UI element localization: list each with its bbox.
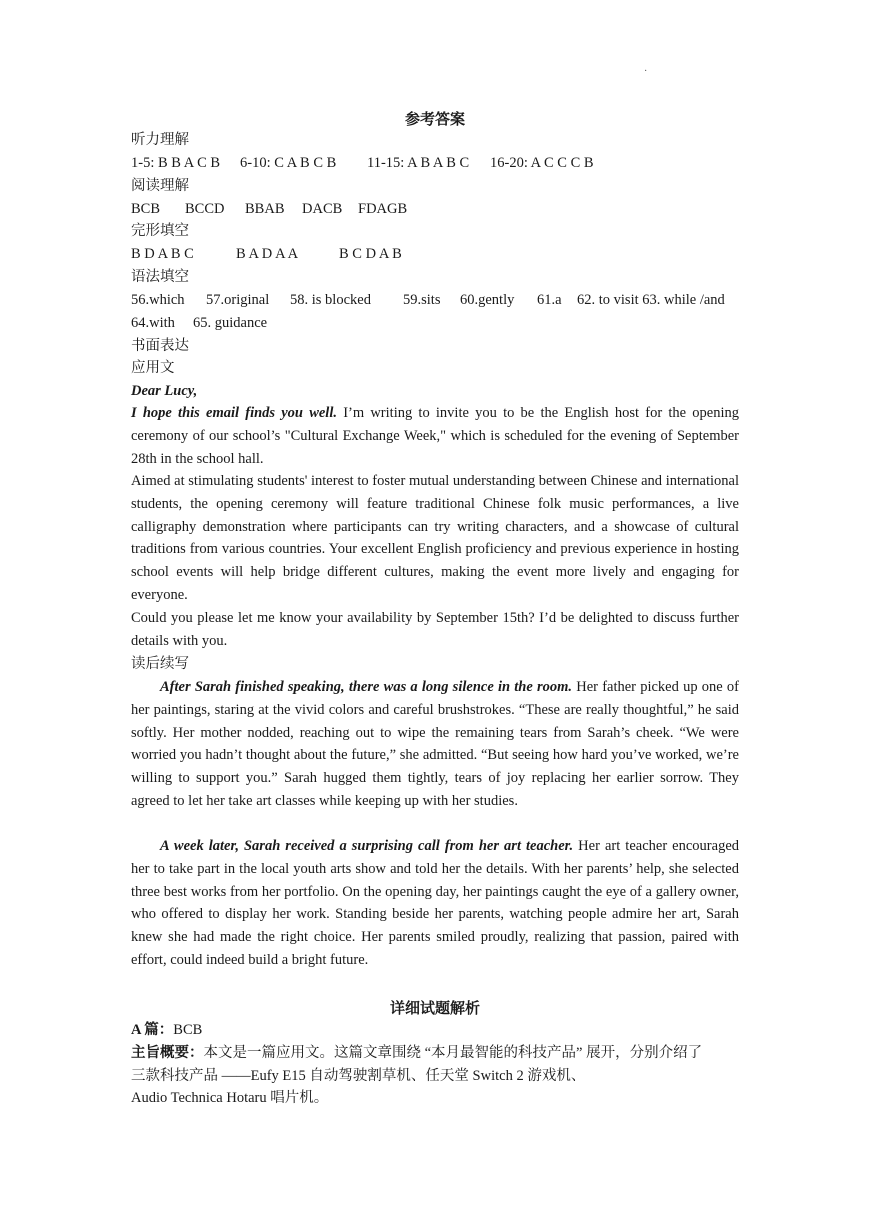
listening-answers xyxy=(131,153,594,173)
cloze-group: B A D A A xyxy=(236,246,299,262)
grammar-item: 60.gently xyxy=(460,292,515,308)
cloze-answers xyxy=(131,244,402,264)
analysis-title: 详细试题解析 xyxy=(389,1001,480,1017)
reading-heading: 阅读理解 xyxy=(131,178,189,194)
summary-line-2: 三款科技产品 ——Eufy E15 自动驾驶割草机、任天堂 Switch 2 游戏机、 xyxy=(131,1068,586,1084)
page-dot-mark: · xyxy=(644,66,648,77)
grammar-item: 65. guidance xyxy=(193,315,268,331)
reading-group: BCB xyxy=(131,201,161,217)
letter-opening-sentence: I hope this email finds you well. xyxy=(131,405,337,421)
summary-line-1 xyxy=(131,1043,702,1063)
cloze-group: B D A B C xyxy=(131,246,194,262)
reading-answers xyxy=(131,199,407,219)
continuation-writing-heading: 读后续写 xyxy=(131,656,189,672)
summary-line-3: Audio Technica Hotaru 唱片机。 xyxy=(131,1090,329,1106)
grammar-item: 62. to visit 63. while /and xyxy=(577,292,725,308)
grammar-item: 57.original xyxy=(206,292,270,308)
grammar-item: 58. is blocked xyxy=(290,292,371,308)
grammar-item: 61.a xyxy=(537,292,562,308)
reading-group: BBAB xyxy=(245,201,285,217)
passage-a-answer xyxy=(131,1020,202,1040)
passage-label: A 篇： xyxy=(131,1022,174,1038)
writing-heading: 书面表达 xyxy=(131,338,189,354)
letter-salutation: Dear Lucy, xyxy=(131,383,198,399)
listening-group: 11-15: A B A B C xyxy=(367,155,470,171)
letter-paragraph-1-text: I’m writing to invite you to be the English host for the opening ceremony of our school’s "Cultural Exchange Week," which is scheduled for the evening of September 28th in the school hall. xyxy=(131,405,739,467)
practical-writing-heading: 应用文 xyxy=(131,360,175,376)
grammar-item: 59.sits xyxy=(403,292,441,308)
listening-group: 16-20: A C C C B xyxy=(490,155,594,171)
letter-paragraph-1 xyxy=(131,402,739,470)
grammar-answers-line2 xyxy=(131,313,267,333)
cloze-heading: 完形填空 xyxy=(131,223,189,239)
grammar-answers-line1 xyxy=(131,290,725,310)
continuation-paragraph-2 xyxy=(131,835,739,972)
reading-group: BCCD xyxy=(185,201,225,217)
letter-paragraph-2: Aimed at stimulating students' interest to foster mutual understanding between Chinese and international students, the opening ceremony will feature traditional Chinese folk music performances, a live calligraphy demonstration where participants can try writing characters, and a showcase of cultural traditions from various countries. Your excellent English proficiency and previous experience in hosting school events will help bridge different cultures, making the event more lively and engaging for everyone. xyxy=(131,473,739,603)
continuation-paragraph-2-text: Her art teacher encouraged her to take part in the local youth arts show and told her the details. With her parents’ help, she selected three best works from her portfolio. On the opening day, her paintings caught the eye of a gallery owner, who offered to display her work. Standing beside her parents, watching people admire her art, Sarah knew she had made the right choice. Her parents smiled proudly, realizing that passion, paired with effort, could indeed build a bright future. xyxy=(131,838,740,968)
answers-title: 参考答案 xyxy=(404,112,465,128)
grammar-heading: 语法填空 xyxy=(131,269,189,285)
passage-answer: BCB xyxy=(173,1022,203,1038)
summary-text: 本文是一篇应用文。这篇文章围绕 “本月最智能的科技产品” 展开，分别介绍了 xyxy=(203,1045,703,1061)
reading-group: FDAGB xyxy=(358,201,408,217)
grammar-item: 64.with xyxy=(131,315,175,331)
continuation-given-sentence-1: After Sarah finished speaking, there was a long silence in the room. xyxy=(160,679,573,695)
continuation-given-sentence-2: A week later, Sarah received a surprising call from her art teacher. xyxy=(160,838,574,854)
letter-paragraph-3: Could you please let me know your availability by September 15th? I’d be delighted to discuss further details with you. xyxy=(131,610,739,649)
listening-group: 6-10: C A B C B xyxy=(240,155,337,171)
listening-heading: 听力理解 xyxy=(131,132,189,148)
grammar-item: 56.which xyxy=(131,292,185,308)
continuation-paragraph-1 xyxy=(131,676,739,813)
continuation-paragraph-1-text: Her father picked up one of her paintings, staring at the vivid colors and careful brushstrokes. “These are really thoughtful,” he said softly. Her mother nodded, reaching out to wipe the remaining tears from Sarah’s cheek. “We were worried you hadn’t thought about the future,” she admitted. “But seeing how hard you’ve worked, we’re willing to support you.” Sarah hugged them tightly, tears of joy replacing her earlier sorrow. They agreed to let her take art classes while keeping up with her studies. xyxy=(131,679,739,809)
listening-group: 1-5: B B A C B xyxy=(131,155,221,171)
summary-label: 主旨概要： xyxy=(131,1045,204,1061)
reading-group: DACB xyxy=(302,201,343,217)
cloze-group: B C D A B xyxy=(339,246,402,262)
